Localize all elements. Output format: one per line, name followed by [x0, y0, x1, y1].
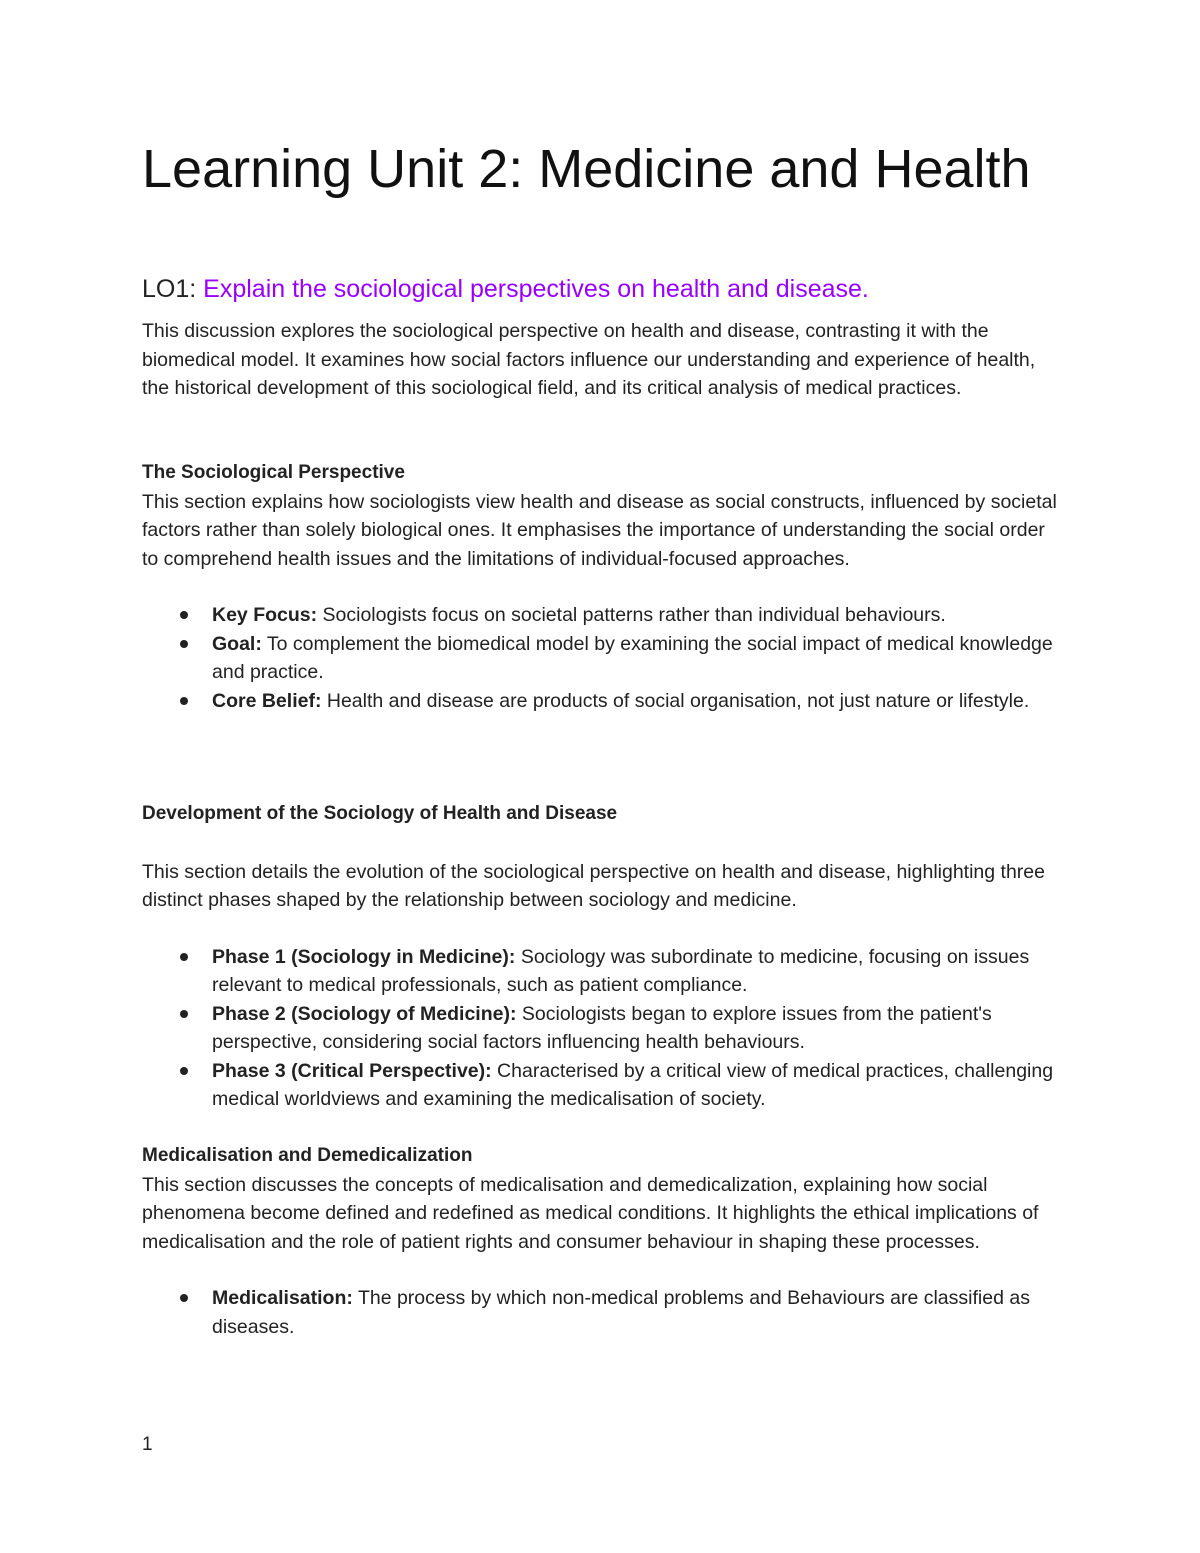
- section-development: [142, 800, 1062, 1114]
- list-item: [142, 601, 1062, 630]
- bullet-label: Core Belief:: [212, 689, 322, 712]
- list-item: [142, 630, 1062, 687]
- bullet-label: Medicalisation:: [212, 1287, 353, 1309]
- bullet-label: Key Focus:: [212, 604, 318, 626]
- intro-paragraph: This discussion explores the sociological perspective on health and disease, contrasting it with the biomedical model. It examines how social factors influence our understanding and experience of health, the historical development of this sociological field, and its critical analysis of medical practices.: [142, 320, 1036, 399]
- bullet-icon: [180, 1067, 188, 1075]
- bullet-list: [142, 1284, 1062, 1341]
- section-heading: Medicalisation and Demedicalization: [142, 1145, 473, 1166]
- bullet-text: The process by which non-medical problems and Behaviours are classified as diseases.: [212, 1287, 1030, 1338]
- bullet-icon: [180, 611, 188, 619]
- section-heading: The Sociological Perspective: [142, 462, 405, 483]
- list-item: [142, 1284, 1062, 1341]
- intro-block: [142, 317, 1062, 403]
- bullet-list: [142, 943, 1062, 1114]
- bullet-text: Sociology was subordinate to medicine, focusing on issues relevant to medical professionals, such as patient compliance.: [212, 945, 1030, 996]
- section-heading: Development of the Sociology of Health and Disease: [142, 803, 618, 824]
- list-item: [142, 943, 1062, 1000]
- page-number: 1: [142, 1434, 153, 1455]
- bullet-icon: [180, 1294, 188, 1302]
- bullet-icon: [180, 1010, 188, 1018]
- bullet-label: Phase 1 (Sociology in Medicine):: [212, 945, 516, 968]
- bullet-label: Goal:: [212, 632, 262, 655]
- bullet-icon: [180, 697, 188, 705]
- bullet-list: [142, 601, 1062, 715]
- bullet-label: Phase 3 (Critical Perspective):: [212, 1059, 492, 1082]
- section-paragraph: This section discusses the concepts of medicalisation and demedicalization, explaining how social phenomena become defined and redefined as medical conditions. It highlights the ethical implications of medicalisation and the role of patient rights and consumer behaviour in shaping these processes.: [142, 1173, 1039, 1253]
- learning-outcome-tag: LO1:: [142, 275, 197, 303]
- list-item: [142, 1057, 1062, 1114]
- bullet-icon: [180, 640, 188, 648]
- bullet-text: Sociologists focus on societal patterns rather than individual behaviours.: [317, 604, 946, 626]
- bullet-text: Characterised by a critical view of medical practices, challenging medical worldviews and examining the medicalisation of society.: [212, 1059, 1054, 1110]
- section-paragraph: This section details the evolution of the sociological perspective on health and disease, highlighting three distinct phases shaped by the relationship between sociology and medicine.: [142, 860, 1045, 911]
- bullet-text: Sociologists began to explore issues from the patient's perspective, considering social factors influencing health behaviours.: [212, 1002, 992, 1053]
- bullet-label: Phase 2 (Sociology of Medicine):: [212, 1002, 517, 1025]
- section-sociological-perspective: [142, 459, 1062, 715]
- bullet-text: Health and disease are products of social organisation, not just nature or lifestyle.: [321, 689, 1030, 712]
- page-title: Learning Unit 2: Medicine and Health: [142, 139, 1031, 199]
- bullet-icon: [180, 953, 188, 961]
- bullet-text: To complement the biomedical model by examining the social impact of medical knowledge and practice.: [212, 632, 1053, 683]
- section-medicalisation: [142, 1142, 1062, 1341]
- section-paragraph: This section explains how sociologists view health and disease as social constructs, influenced by societal factors rather than solely biological ones. It emphasises the importance of understanding the social order to comprehend health issues and the limitations of individual-focused approaches.: [142, 490, 1057, 570]
- learning-outcome-heading: [142, 275, 869, 304]
- list-item: [142, 687, 1062, 716]
- learning-outcome-text: Explain the sociological perspectives on health and disease.: [203, 275, 869, 303]
- list-item: [142, 1000, 1062, 1057]
